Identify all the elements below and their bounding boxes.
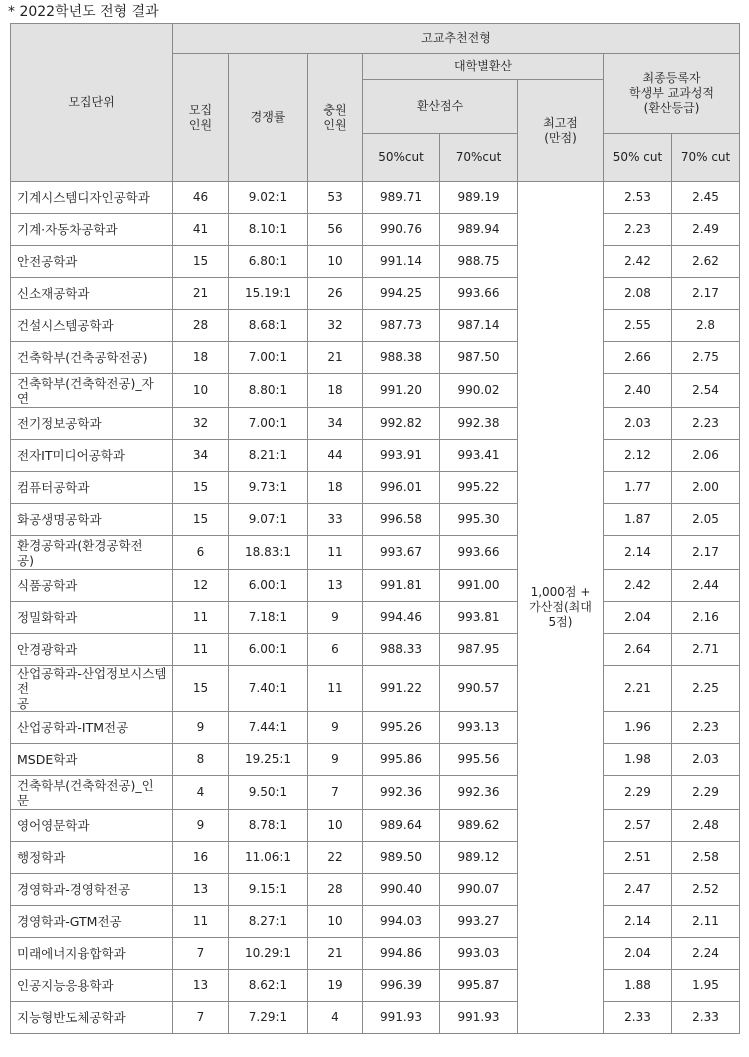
score-cut50-cell: 991.22 — [363, 666, 440, 712]
extra-cell: 21 — [308, 342, 363, 374]
quota-cell: 11 — [173, 906, 229, 938]
score-cut50-cell: 988.38 — [363, 342, 440, 374]
competition-cell: 8.21:1 — [229, 440, 308, 472]
unit-name-cell: 행정학과 — [11, 842, 173, 874]
extra-cell: 21 — [308, 938, 363, 970]
admission-result-table — [10, 23, 740, 1034]
score-cut70-cell: 993.03 — [440, 938, 518, 970]
extra-cell: 6 — [308, 634, 363, 666]
grade-cut50-cell: 2.66 — [604, 342, 672, 374]
extra-cell: 19 — [308, 970, 363, 1002]
score-cut70-cell: 987.50 — [440, 342, 518, 374]
grade-cut70-cell: 2.17 — [672, 278, 740, 310]
col-header-cut70: 70%cut — [440, 134, 518, 182]
grade-cut50-cell: 2.51 — [604, 842, 672, 874]
grade-cut70-cell: 2.54 — [672, 374, 740, 408]
quota-cell: 7 — [173, 938, 229, 970]
competition-cell: 10.29:1 — [229, 938, 308, 970]
table-row — [11, 1002, 740, 1034]
score-cut70-cell: 989.94 — [440, 214, 518, 246]
unit-name-cell: 신소재공학과 — [11, 278, 173, 310]
grade-cut70-cell: 2.03 — [672, 744, 740, 776]
grade-cut70-cell: 2.62 — [672, 246, 740, 278]
extra-cell: 10 — [308, 810, 363, 842]
col-header-quota: 모집 인원 — [173, 54, 229, 182]
extra-cell: 10 — [308, 246, 363, 278]
score-cut50-cell: 991.81 — [363, 570, 440, 602]
score-cut50-cell: 989.71 — [363, 182, 440, 214]
competition-cell: 7.00:1 — [229, 408, 308, 440]
score-cut50-cell: 988.33 — [363, 634, 440, 666]
grade-cut50-cell: 2.57 — [604, 810, 672, 842]
grade-cut70-cell: 2.11 — [672, 906, 740, 938]
table-row — [11, 712, 740, 744]
quota-cell: 18 — [173, 342, 229, 374]
unit-name-cell: 지능형반도체공학과 — [11, 1002, 173, 1034]
grade-cut70-cell: 2.33 — [672, 1002, 740, 1034]
table-row — [11, 214, 740, 246]
grade-cut50-cell: 2.33 — [604, 1002, 672, 1034]
unit-name-cell: 경영학과-경영학전공 — [11, 874, 173, 906]
unit-name-cell: 컴퓨터공학과 — [11, 472, 173, 504]
grade-cut50-cell: 1.77 — [604, 472, 672, 504]
competition-cell: 18.83:1 — [229, 536, 308, 570]
grade-cut70-cell: 2.23 — [672, 712, 740, 744]
grade-cut50-cell: 1.87 — [604, 504, 672, 536]
score-cut70-cell: 989.62 — [440, 810, 518, 842]
competition-cell: 7.29:1 — [229, 1002, 308, 1034]
quota-cell: 9 — [173, 810, 229, 842]
score-cut50-cell: 990.40 — [363, 874, 440, 906]
score-cut70-cell: 988.75 — [440, 246, 518, 278]
unit-name-cell: 영어영문학과 — [11, 810, 173, 842]
unit-name-cell: 건설시스템공학과 — [11, 310, 173, 342]
competition-cell: 8.78:1 — [229, 810, 308, 842]
score-cut70-cell: 992.38 — [440, 408, 518, 440]
unit-name-cell: 안전공학과 — [11, 246, 173, 278]
competition-cell: 7.44:1 — [229, 712, 308, 744]
competition-cell: 6.80:1 — [229, 246, 308, 278]
extra-cell: 9 — [308, 602, 363, 634]
score-cut70-cell: 990.57 — [440, 666, 518, 712]
unit-name-cell: 산업공학과-산업정보시스템전 공 — [11, 666, 173, 712]
quota-cell: 28 — [173, 310, 229, 342]
extra-cell: 33 — [308, 504, 363, 536]
grade-cut50-cell: 2.14 — [604, 906, 672, 938]
grade-cut70-cell: 1.95 — [672, 970, 740, 1002]
unit-name-cell: 기계시스템디자인공학과 — [11, 182, 173, 214]
quota-cell: 9 — [173, 712, 229, 744]
score-cut50-cell: 994.86 — [363, 938, 440, 970]
score-cut70-cell: 993.66 — [440, 278, 518, 310]
extra-cell: 28 — [308, 874, 363, 906]
table-row — [11, 874, 740, 906]
score-cut70-cell: 995.87 — [440, 970, 518, 1002]
competition-cell: 7.18:1 — [229, 602, 308, 634]
competition-cell: 8.80:1 — [229, 374, 308, 408]
unit-name-cell: 미래에너지융합학과 — [11, 938, 173, 970]
extra-cell: 18 — [308, 472, 363, 504]
table-caption: * 2022학년도 전형 결과 — [8, 4, 159, 20]
table-row — [11, 602, 740, 634]
quota-cell: 34 — [173, 440, 229, 472]
score-cut70-cell: 991.93 — [440, 1002, 518, 1034]
competition-cell: 7.00:1 — [229, 342, 308, 374]
score-cut50-cell: 995.26 — [363, 712, 440, 744]
unit-name-cell: 환경공학과(환경공학전 공) — [11, 536, 173, 570]
grade-cut50-cell: 2.04 — [604, 938, 672, 970]
quota-cell: 15 — [173, 504, 229, 536]
table-row — [11, 504, 740, 536]
extra-cell: 9 — [308, 744, 363, 776]
score-cut50-cell: 996.01 — [363, 472, 440, 504]
score-cut50-cell: 991.14 — [363, 246, 440, 278]
extra-cell: 9 — [308, 712, 363, 744]
col-header-grade-cut70: 70% cut — [672, 134, 740, 182]
grade-cut50-cell: 2.55 — [604, 310, 672, 342]
quota-cell: 15 — [173, 666, 229, 712]
quota-cell: 12 — [173, 570, 229, 602]
quota-cell: 21 — [173, 278, 229, 310]
grade-cut50-cell: 2.42 — [604, 246, 672, 278]
grade-cut50-cell: 2.40 — [604, 374, 672, 408]
table-row — [11, 310, 740, 342]
table-row — [11, 744, 740, 776]
table-row — [11, 938, 740, 970]
competition-cell: 9.07:1 — [229, 504, 308, 536]
grade-cut50-cell: 1.98 — [604, 744, 672, 776]
score-cut70-cell: 993.81 — [440, 602, 518, 634]
extra-cell: 7 — [308, 776, 363, 810]
grade-cut50-cell: 2.03 — [604, 408, 672, 440]
col-header-extra: 충원 인원 — [308, 54, 363, 182]
quota-cell: 32 — [173, 408, 229, 440]
grade-cut70-cell: 2.44 — [672, 570, 740, 602]
table-row — [11, 634, 740, 666]
table-row — [11, 570, 740, 602]
extra-cell: 32 — [308, 310, 363, 342]
grade-cut70-cell: 2.48 — [672, 810, 740, 842]
grade-cut50-cell: 2.47 — [604, 874, 672, 906]
grade-cut70-cell: 2.49 — [672, 214, 740, 246]
competition-cell: 9.73:1 — [229, 472, 308, 504]
score-cut70-cell: 989.12 — [440, 842, 518, 874]
grade-cut50-cell: 2.08 — [604, 278, 672, 310]
quota-cell: 4 — [173, 776, 229, 810]
table-row — [11, 374, 740, 408]
score-cut50-cell: 989.64 — [363, 810, 440, 842]
grade-cut70-cell: 2.16 — [672, 602, 740, 634]
unit-name-cell: 인공지능응용학과 — [11, 970, 173, 1002]
grade-cut70-cell: 2.24 — [672, 938, 740, 970]
table-row — [11, 408, 740, 440]
table-row — [11, 666, 740, 712]
score-cut50-cell: 993.91 — [363, 440, 440, 472]
score-cut70-cell: 991.00 — [440, 570, 518, 602]
score-cut50-cell: 994.25 — [363, 278, 440, 310]
quota-cell: 6 — [173, 536, 229, 570]
score-cut50-cell: 996.39 — [363, 970, 440, 1002]
score-cut50-cell: 994.03 — [363, 906, 440, 938]
col-header-conv-group: 대학별환산 — [363, 54, 604, 80]
competition-cell: 15.19:1 — [229, 278, 308, 310]
score-cut70-cell: 993.27 — [440, 906, 518, 938]
quota-cell: 15 — [173, 472, 229, 504]
extra-cell: 18 — [308, 374, 363, 408]
grade-cut70-cell: 2.00 — [672, 472, 740, 504]
grade-cut70-cell: 2.05 — [672, 504, 740, 536]
competition-cell: 6.00:1 — [229, 634, 308, 666]
grade-cut70-cell: 2.06 — [672, 440, 740, 472]
score-cut70-cell: 993.13 — [440, 712, 518, 744]
quota-cell: 8 — [173, 744, 229, 776]
score-cut50-cell: 995.86 — [363, 744, 440, 776]
unit-name-cell: 건축학부(건축공학전공) — [11, 342, 173, 374]
table-row — [11, 182, 740, 214]
unit-name-cell: 건축학부(건축학전공)_인 문 — [11, 776, 173, 810]
quota-cell: 13 — [173, 970, 229, 1002]
extra-cell: 34 — [308, 408, 363, 440]
score-cut70-cell: 992.36 — [440, 776, 518, 810]
col-header-competition: 경쟁률 — [229, 54, 308, 182]
grade-cut50-cell: 2.23 — [604, 214, 672, 246]
score-cut50-cell: 996.58 — [363, 504, 440, 536]
extra-cell: 26 — [308, 278, 363, 310]
quota-cell: 7 — [173, 1002, 229, 1034]
grade-cut70-cell: 2.23 — [672, 408, 740, 440]
score-cut50-cell: 991.93 — [363, 1002, 440, 1034]
grade-cut50-cell: 2.04 — [604, 602, 672, 634]
quota-cell: 13 — [173, 874, 229, 906]
quota-cell: 41 — [173, 214, 229, 246]
grade-cut70-cell: 2.25 — [672, 666, 740, 712]
table-row — [11, 342, 740, 374]
table-row — [11, 842, 740, 874]
grade-cut70-cell: 2.52 — [672, 874, 740, 906]
quota-cell: 11 — [173, 634, 229, 666]
col-header-grade-cut50: 50% cut — [604, 134, 672, 182]
competition-cell: 8.62:1 — [229, 970, 308, 1002]
col-header-unit: 모집단위 — [11, 24, 173, 182]
score-cut50-cell: 992.82 — [363, 408, 440, 440]
unit-name-cell: 식품공학과 — [11, 570, 173, 602]
col-header-final-group: 최종등록자 학생부 교과성적 (환산등급) — [604, 54, 740, 134]
competition-cell: 11.06:1 — [229, 842, 308, 874]
extra-cell: 22 — [308, 842, 363, 874]
grade-cut50-cell: 2.53 — [604, 182, 672, 214]
score-cut50-cell: 987.73 — [363, 310, 440, 342]
quota-cell: 10 — [173, 374, 229, 408]
table-row — [11, 472, 740, 504]
col-header-conv-score: 환산점수 — [363, 80, 518, 134]
extra-cell: 56 — [308, 214, 363, 246]
grade-cut70-cell: 2.29 — [672, 776, 740, 810]
max-score-cell: 1,000점 + 가산점(최대 5점) — [518, 182, 604, 1034]
unit-name-cell: 기계·자동차공학과 — [11, 214, 173, 246]
grade-cut70-cell: 2.75 — [672, 342, 740, 374]
table-row — [11, 776, 740, 810]
score-cut70-cell: 990.07 — [440, 874, 518, 906]
unit-name-cell: MSDE학과 — [11, 744, 173, 776]
grade-cut70-cell: 2.45 — [672, 182, 740, 214]
score-cut70-cell: 989.19 — [440, 182, 518, 214]
grade-cut50-cell: 1.88 — [604, 970, 672, 1002]
extra-cell: 4 — [308, 1002, 363, 1034]
col-header-cut50: 50%cut — [363, 134, 440, 182]
score-cut50-cell: 993.67 — [363, 536, 440, 570]
grade-cut50-cell: 2.14 — [604, 536, 672, 570]
table-row — [11, 536, 740, 570]
score-cut70-cell: 993.41 — [440, 440, 518, 472]
table-row — [11, 810, 740, 842]
score-cut70-cell: 995.22 — [440, 472, 518, 504]
unit-name-cell: 정밀화학과 — [11, 602, 173, 634]
col-header-max-score: 최고점 (만점) — [518, 80, 604, 182]
table-row — [11, 906, 740, 938]
grade-cut50-cell: 1.96 — [604, 712, 672, 744]
col-header-track: 고교추천전형 — [173, 24, 740, 54]
score-cut70-cell: 995.56 — [440, 744, 518, 776]
competition-cell: 19.25:1 — [229, 744, 308, 776]
table-row — [11, 246, 740, 278]
score-cut70-cell: 987.95 — [440, 634, 518, 666]
competition-cell: 8.27:1 — [229, 906, 308, 938]
table-row — [11, 970, 740, 1002]
score-cut70-cell: 993.66 — [440, 536, 518, 570]
grade-cut70-cell: 2.58 — [672, 842, 740, 874]
unit-name-cell: 화공생명공학과 — [11, 504, 173, 536]
extra-cell: 44 — [308, 440, 363, 472]
quota-cell: 46 — [173, 182, 229, 214]
competition-cell: 9.02:1 — [229, 182, 308, 214]
score-cut50-cell: 989.50 — [363, 842, 440, 874]
grade-cut70-cell: 2.17 — [672, 536, 740, 570]
competition-cell: 9.50:1 — [229, 776, 308, 810]
quota-cell: 15 — [173, 246, 229, 278]
extra-cell: 13 — [308, 570, 363, 602]
grade-cut70-cell: 2.71 — [672, 634, 740, 666]
extra-cell: 11 — [308, 536, 363, 570]
score-cut70-cell: 987.14 — [440, 310, 518, 342]
competition-cell: 8.68:1 — [229, 310, 308, 342]
score-cut50-cell: 994.46 — [363, 602, 440, 634]
grade-cut50-cell: 2.42 — [604, 570, 672, 602]
score-cut50-cell: 991.20 — [363, 374, 440, 408]
unit-name-cell: 산업공학과-ITM전공 — [11, 712, 173, 744]
unit-name-cell: 안경광학과 — [11, 634, 173, 666]
quota-cell: 11 — [173, 602, 229, 634]
unit-name-cell: 전기정보공학과 — [11, 408, 173, 440]
unit-name-cell: 전자IT미디어공학과 — [11, 440, 173, 472]
table-row — [11, 278, 740, 310]
grade-cut50-cell: 2.64 — [604, 634, 672, 666]
competition-cell: 9.15:1 — [229, 874, 308, 906]
score-cut50-cell: 990.76 — [363, 214, 440, 246]
extra-cell: 11 — [308, 666, 363, 712]
unit-name-cell: 경영학과-GTM전공 — [11, 906, 173, 938]
grade-cut50-cell: 2.12 — [604, 440, 672, 472]
grade-cut70-cell: 2.8 — [672, 310, 740, 342]
grade-cut50-cell: 2.29 — [604, 776, 672, 810]
extra-cell: 53 — [308, 182, 363, 214]
table-row — [11, 440, 740, 472]
competition-cell: 8.10:1 — [229, 214, 308, 246]
competition-cell: 6.00:1 — [229, 570, 308, 602]
score-cut50-cell: 992.36 — [363, 776, 440, 810]
grade-cut50-cell: 2.21 — [604, 666, 672, 712]
score-cut70-cell: 990.02 — [440, 374, 518, 408]
score-cut70-cell: 995.30 — [440, 504, 518, 536]
quota-cell: 16 — [173, 842, 229, 874]
unit-name-cell: 건축학부(건축학전공)_자 연 — [11, 374, 173, 408]
competition-cell: 7.40:1 — [229, 666, 308, 712]
extra-cell: 10 — [308, 906, 363, 938]
